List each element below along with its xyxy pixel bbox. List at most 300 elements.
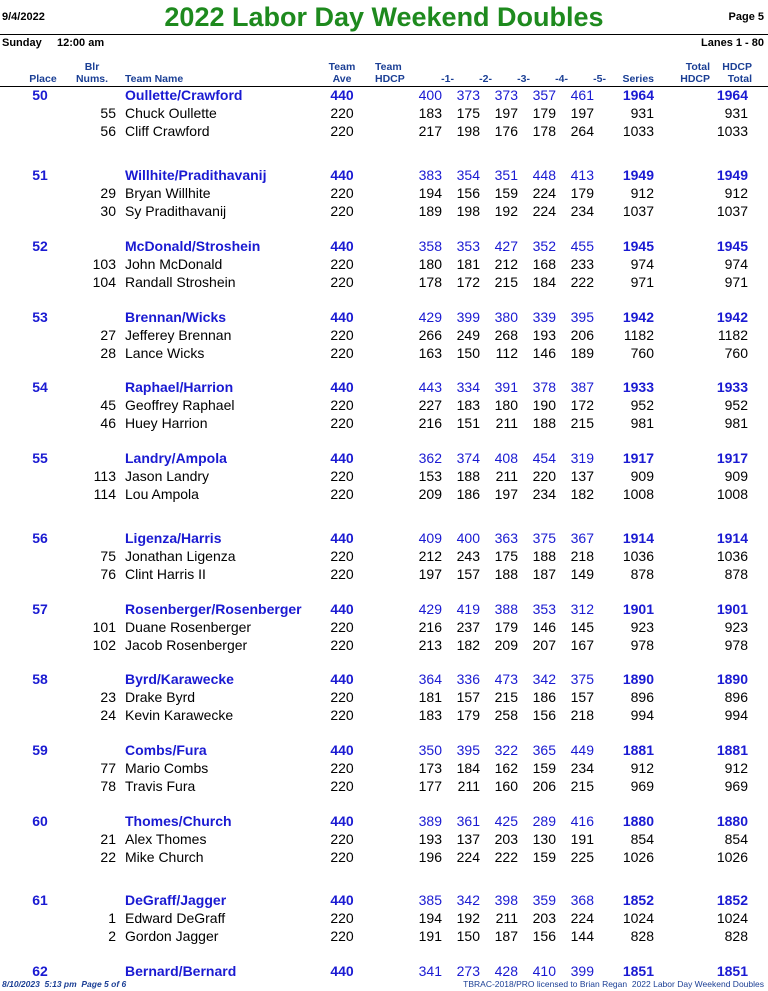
team-game-3: 351 [494, 167, 518, 183]
page-number: Page 5 [728, 11, 764, 23]
bowler-name: Sy Pradithavanij [125, 203, 227, 219]
bowler-game-2: 157 [456, 566, 480, 582]
team-average: 440 [330, 671, 354, 687]
bowler-game-5: 225 [570, 849, 594, 865]
bowler-number: 23 [100, 689, 116, 705]
bowler-number: 21 [100, 831, 116, 847]
bowler-game-2: 150 [456, 345, 480, 361]
team-game-2: 353 [456, 238, 480, 254]
team-name: Bernard/Bernard [125, 963, 237, 979]
bowler-game-1: 183 [418, 105, 442, 121]
team-hdcp-total: 1933 [716, 379, 748, 395]
bowler-game-5: 234 [570, 760, 594, 776]
team-average: 440 [330, 87, 354, 103]
bowler-game-2: 188 [456, 468, 480, 484]
team-series: 1890 [622, 671, 654, 687]
team-game-3: 427 [494, 238, 518, 254]
team-place: 53 [32, 309, 48, 325]
team-game-5: 367 [570, 530, 594, 546]
bowler-number: 75 [100, 548, 116, 564]
col-team-ave-top: Team [328, 61, 356, 73]
bowler-average: 220 [330, 468, 354, 484]
team-game-1: 350 [418, 742, 442, 758]
team-place: 52 [32, 238, 48, 254]
bowler-game-3: 211 [495, 468, 518, 484]
team-game-5: 455 [570, 238, 594, 254]
bowler-number: 77 [100, 760, 116, 776]
bowler-game-2: 183 [456, 397, 480, 413]
bowler-series: 1026 [622, 849, 654, 865]
bowler-number: 30 [100, 203, 116, 219]
bowler-name: Cliff Crawford [125, 123, 210, 139]
team-average: 440 [330, 167, 354, 183]
bowler-game-1: 213 [418, 637, 442, 653]
bowler-game-5: 222 [570, 274, 594, 290]
bowler-name: Lou Ampola [125, 486, 199, 502]
bowler-game-2: 181 [456, 256, 480, 272]
team-hdcp-total: 1881 [716, 742, 748, 758]
bowler-number: 2 [108, 928, 116, 944]
bowler-game-3: 187 [494, 928, 518, 944]
team-name: Willhite/Pradithavanij [125, 167, 267, 183]
footer-license: TBRAC-2018/PRO licensed to Brian Regan 2022 Labor Day Weekend Doubles [463, 979, 764, 989]
bowler-game-2: 184 [456, 760, 480, 776]
bowler-game-1: 153 [418, 468, 442, 484]
team-game-5: 395 [570, 309, 594, 325]
bowler-game-1: 212 [418, 548, 442, 564]
bowler-game-2: 211 [457, 778, 480, 794]
team-game-4: 342 [532, 671, 556, 687]
bowler-series: 854 [630, 831, 654, 847]
bowler-number: 55 [100, 105, 116, 121]
bowler-average: 220 [330, 548, 354, 564]
team-game-2: 273 [456, 963, 480, 979]
bowler-game-2: 224 [456, 849, 480, 865]
team-game-3: 391 [494, 379, 518, 395]
team-game-1: 409 [418, 530, 442, 546]
col-place: Place [29, 73, 57, 85]
bowler-hdcp-total: 909 [724, 468, 748, 484]
bowler-game-1: 194 [418, 910, 442, 926]
team-place: 62 [32, 963, 48, 979]
bowler-name: Mario Combs [125, 760, 209, 776]
bowler-game-5: 145 [570, 619, 594, 635]
team-game-4: 352 [532, 238, 556, 254]
team-game-3: 380 [494, 309, 518, 325]
bowler-hdcp-total: 878 [724, 566, 748, 582]
bowler-name: Jonathan Ligenza [125, 548, 236, 564]
team-series: 1880 [622, 813, 654, 829]
bowler-name: Clint Harris II [125, 566, 206, 582]
bowler-hdcp-total: 1182 [717, 327, 748, 343]
col-game-1: -1- [441, 73, 454, 85]
bowler-game-5: 189 [570, 345, 594, 361]
team-game-3: 425 [494, 813, 518, 829]
bowler-game-5: 167 [570, 637, 594, 653]
bowler-name: Chuck Oullette [125, 105, 217, 121]
team-game-1: 341 [418, 963, 442, 979]
team-place: 59 [32, 742, 48, 758]
team-series: 1945 [622, 238, 654, 254]
bowler-game-2: 179 [456, 707, 480, 723]
bowler-name: Geoffrey Raphael [125, 397, 235, 413]
team-average: 440 [330, 450, 354, 466]
bowler-average: 220 [330, 345, 354, 361]
bowler-game-1: 194 [418, 185, 442, 201]
team-game-1: 429 [418, 309, 442, 325]
bowler-game-2: 175 [456, 105, 480, 121]
bowler-game-1: 216 [418, 415, 442, 431]
team-hdcp-total: 1852 [716, 892, 748, 908]
bowler-hdcp-total: 1026 [716, 849, 748, 865]
col-hdcp-total-bottom: Total [727, 73, 752, 85]
bowler-game-3: 188 [494, 566, 518, 582]
team-game-2: 336 [456, 671, 480, 687]
bowler-game-4: 179 [532, 105, 556, 121]
bowler-series: 952 [630, 397, 654, 413]
bowler-game-3: 176 [494, 123, 518, 139]
bowler-number: 1 [108, 910, 116, 926]
bowler-hdcp-total: 969 [724, 778, 748, 794]
bowler-series: 909 [630, 468, 654, 484]
bowler-average: 220 [330, 760, 354, 776]
team-game-4: 357 [532, 87, 556, 103]
col-blr-top: Blr [84, 61, 100, 73]
bowler-hdcp-total: 896 [724, 689, 748, 705]
team-game-4: 375 [532, 530, 556, 546]
team-place: 60 [32, 813, 48, 829]
bowler-number: 29 [100, 185, 116, 201]
team-series: 1901 [622, 601, 654, 617]
team-game-5: 461 [570, 87, 594, 103]
team-game-5: 387 [570, 379, 594, 395]
team-game-1: 389 [418, 813, 442, 829]
bowler-number: 78 [100, 778, 116, 794]
team-game-3: 408 [494, 450, 518, 466]
bowler-average: 220 [330, 831, 354, 847]
bowler-series: 971 [630, 274, 654, 290]
bowler-game-3: 197 [494, 486, 518, 502]
bowler-game-5: 218 [570, 548, 594, 564]
team-game-4: 448 [532, 167, 556, 183]
team-game-2: 419 [456, 601, 480, 617]
bowler-game-3: 203 [494, 831, 518, 847]
team-game-2: 399 [456, 309, 480, 325]
bowler-series: 981 [630, 415, 654, 431]
bowler-hdcp-total: 828 [724, 928, 748, 944]
team-average: 440 [330, 892, 354, 908]
bowler-game-3: 222 [494, 849, 518, 865]
bowler-hdcp-total: 981 [724, 415, 748, 431]
bowler-average: 220 [330, 849, 354, 865]
bowler-game-1: 217 [418, 123, 442, 139]
team-name: Byrd/Karawecke [125, 671, 234, 687]
bowler-average: 220 [330, 203, 354, 219]
bowler-game-5: 179 [570, 185, 594, 201]
bowler-number: 101 [92, 619, 116, 635]
bowler-game-4: 156 [532, 707, 556, 723]
bowler-name: Duane Rosenberger [125, 619, 252, 635]
bowler-game-4: 220 [532, 468, 556, 484]
bowler-hdcp-total: 952 [724, 397, 748, 413]
bowler-game-3: 212 [494, 256, 518, 272]
team-game-2: 395 [456, 742, 480, 758]
team-game-5: 449 [570, 742, 594, 758]
bowler-number: 104 [92, 274, 116, 290]
bowler-game-1: 189 [418, 203, 442, 219]
team-series: 1949 [622, 167, 654, 183]
bowler-hdcp-total: 974 [724, 256, 748, 272]
team-game-1: 358 [418, 238, 442, 254]
team-hdcp-total: 1945 [716, 238, 748, 254]
team-name: Oullette/Crawford [125, 87, 243, 103]
bowler-game-3: 209 [494, 637, 518, 653]
bowler-game-1: 177 [418, 778, 442, 794]
team-series: 1917 [622, 450, 654, 466]
bowler-game-4: 146 [532, 619, 556, 635]
team-game-5: 312 [570, 601, 594, 617]
team-hdcp-total: 1901 [716, 601, 748, 617]
bowler-game-3: 112 [495, 345, 518, 361]
bowler-game-4: 224 [532, 185, 556, 201]
col-game-2: -2- [479, 73, 492, 85]
team-average: 440 [330, 963, 354, 979]
bowler-hdcp-total: 971 [724, 274, 748, 290]
bowler-name: Jason Landry [125, 468, 210, 484]
bowler-series: 1024 [622, 910, 654, 926]
bowler-number: 24 [100, 707, 116, 723]
bowler-average: 220 [330, 123, 354, 139]
team-game-4: 289 [532, 813, 556, 829]
bowler-game-5: 144 [570, 928, 594, 944]
col-game-5: -5- [593, 73, 606, 85]
bowler-number: 102 [92, 637, 116, 653]
footer-print-date: 8/10/2023 5:13 pm Page 5 of 6 [2, 979, 127, 989]
bowler-game-4: 168 [532, 256, 556, 272]
team-game-1: 362 [418, 450, 442, 466]
bowler-game-3: 258 [494, 707, 518, 723]
bowler-game-1: 266 [418, 327, 442, 343]
bowler-name: Jacob Rosenberger [125, 637, 248, 653]
bowler-average: 220 [330, 910, 354, 926]
team-game-3: 473 [494, 671, 518, 687]
session-day-time: Sunday 12:00 am [2, 37, 105, 49]
bowler-series: 878 [630, 566, 654, 582]
team-average: 440 [330, 601, 354, 617]
bowler-series: 1037 [622, 203, 654, 219]
bowler-name: Jefferey Brennan [125, 327, 232, 343]
bowler-game-3: 268 [494, 327, 518, 343]
team-game-1: 364 [418, 671, 442, 687]
bowler-name: Huey Harrion [125, 415, 208, 431]
lanes-range: Lanes 1 - 80 [701, 37, 764, 49]
team-game-5: 413 [570, 167, 594, 183]
bowler-series: 978 [630, 637, 654, 653]
team-game-3: 322 [494, 742, 518, 758]
bowler-average: 220 [330, 185, 354, 201]
col-team-name: Team Name [125, 73, 184, 85]
team-name: DeGraff/Jagger [125, 892, 227, 908]
team-place: 51 [32, 167, 48, 183]
team-game-2: 361 [456, 813, 480, 829]
bowler-game-2: 137 [456, 831, 480, 847]
report-date: 9/4/2022 [2, 11, 45, 23]
bowler-game-2: 192 [456, 910, 480, 926]
bowler-average: 220 [330, 637, 354, 653]
bowler-game-5: 182 [570, 486, 594, 502]
bowler-game-2: 243 [456, 548, 480, 564]
bowler-game-5: 191 [570, 831, 594, 847]
team-name: McDonald/Stroshein [125, 238, 261, 254]
bowler-series: 760 [630, 345, 654, 361]
team-hdcp-total: 1942 [716, 309, 748, 325]
bowler-name: Gordon Jagger [125, 928, 219, 944]
bowler-game-4: 159 [532, 760, 556, 776]
bowler-average: 220 [330, 619, 354, 635]
bowler-number: 27 [100, 327, 116, 343]
bowler-game-2: 151 [456, 415, 480, 431]
team-average: 440 [330, 813, 354, 829]
team-name: Brennan/Wicks [125, 309, 227, 325]
bowler-game-5: 218 [570, 707, 594, 723]
col-game-4: -4- [555, 73, 568, 85]
col-team-hdcp-top: Team [375, 61, 402, 73]
bowler-series: 994 [630, 707, 654, 723]
team-game-1: 429 [418, 601, 442, 617]
bowler-game-4: 188 [532, 415, 556, 431]
bowler-game-1: 209 [418, 486, 442, 502]
team-series: 1852 [622, 892, 654, 908]
bowler-name: Randall Stroshein [125, 274, 236, 290]
team-hdcp-total: 1851 [716, 963, 748, 979]
col-hdcp-total-top: HDCP [722, 61, 752, 73]
team-game-2: 354 [456, 167, 480, 183]
team-hdcp-total: 1917 [716, 450, 748, 466]
team-average: 440 [330, 530, 354, 546]
team-name: Landry/Ampola [125, 450, 227, 466]
team-game-5: 319 [570, 450, 594, 466]
bowler-game-4: 186 [532, 689, 556, 705]
bowler-game-3: 211 [495, 415, 518, 431]
bowler-game-2: 249 [456, 327, 480, 343]
bowler-number: 56 [100, 123, 116, 139]
bowler-game-4: 203 [532, 910, 556, 926]
team-game-1: 400 [418, 87, 442, 103]
bowler-name: Kevin Karawecke [125, 707, 234, 723]
bowler-game-3: 215 [494, 274, 518, 290]
bowler-name: Edward DeGraff [125, 910, 226, 926]
team-game-3: 428 [494, 963, 518, 979]
team-name: Thomes/Church [125, 813, 232, 829]
team-game-4: 454 [532, 450, 556, 466]
bowler-number: 76 [100, 566, 116, 582]
bowler-game-4: 178 [532, 123, 556, 139]
team-hdcp-total: 1880 [716, 813, 748, 829]
bowler-series: 969 [630, 778, 654, 794]
bowler-game-5: 137 [570, 468, 594, 484]
team-hdcp-total: 1890 [716, 671, 748, 687]
team-game-2: 374 [456, 450, 480, 466]
team-series: 1851 [622, 963, 654, 979]
bowler-average: 220 [330, 566, 354, 582]
bowler-number: 45 [100, 397, 116, 413]
report-title: 2022 Labor Day Weekend Doubles [164, 2, 604, 32]
bowler-game-1: 178 [418, 274, 442, 290]
bowler-game-3: 179 [494, 619, 518, 635]
bowler-number: 22 [100, 849, 116, 865]
team-game-3: 373 [494, 87, 518, 103]
bowler-game-5: 149 [570, 566, 594, 582]
team-name: Rosenberger/Rosenberger [125, 601, 302, 617]
bowler-game-2: 198 [456, 123, 480, 139]
bowler-game-2: 157 [456, 689, 480, 705]
bowler-name: Lance Wicks [125, 345, 205, 361]
bowler-average: 220 [330, 397, 354, 413]
team-place: 58 [32, 671, 48, 687]
team-game-5: 399 [570, 963, 594, 979]
bowler-hdcp-total: 1008 [716, 486, 748, 502]
bowler-game-5: 264 [570, 123, 594, 139]
header-rule [0, 34, 768, 35]
bowler-hdcp-total: 994 [724, 707, 748, 723]
bowler-game-1: 163 [418, 345, 442, 361]
bowler-game-2: 156 [456, 185, 480, 201]
col-team-ave-bottom: Ave [332, 73, 352, 85]
bowler-series: 1008 [622, 486, 654, 502]
bowler-average: 220 [330, 928, 354, 944]
bowler-game-2: 182 [456, 637, 480, 653]
col-team-hdcp-bottom: HDCP [375, 73, 405, 85]
team-hdcp-total: 1914 [716, 530, 748, 546]
col-total-hdcp-bottom: HDCP [680, 73, 710, 85]
bowler-game-5: 172 [570, 397, 594, 413]
bowler-average: 220 [330, 105, 354, 121]
bowler-hdcp-total: 760 [724, 345, 748, 361]
bowler-number: 103 [92, 256, 116, 272]
bowler-game-3: 180 [494, 397, 518, 413]
bowler-game-1: 181 [418, 689, 442, 705]
bowler-game-2: 172 [456, 274, 480, 290]
bowler-hdcp-total: 1036 [716, 548, 748, 564]
bowler-game-4: 206 [532, 778, 556, 794]
team-series: 1914 [622, 530, 654, 546]
bowler-game-3: 175 [494, 548, 518, 564]
bowler-game-1: 191 [418, 928, 442, 944]
team-game-1: 443 [418, 379, 442, 395]
bowler-game-1: 197 [418, 566, 442, 582]
team-series: 1881 [622, 742, 654, 758]
bowler-average: 220 [330, 256, 354, 272]
bowler-game-2: 186 [456, 486, 480, 502]
bowler-series: 896 [630, 689, 654, 705]
bowler-name: John McDonald [125, 256, 223, 272]
bowler-name: Drake Byrd [125, 689, 196, 705]
team-place: 50 [32, 87, 48, 103]
bowler-game-4: 184 [532, 274, 556, 290]
bowler-game-3: 215 [494, 689, 518, 705]
bowler-game-1: 193 [418, 831, 442, 847]
bowler-series: 931 [630, 105, 654, 121]
team-game-3: 398 [494, 892, 518, 908]
bowler-game-4: 130 [532, 831, 556, 847]
bowler-game-4: 159 [532, 849, 556, 865]
col-game-3: -3- [517, 73, 530, 85]
bowler-game-5: 234 [570, 203, 594, 219]
team-series: 1964 [622, 87, 654, 103]
bowler-hdcp-total: 1037 [716, 203, 748, 219]
bowler-game-1: 216 [418, 619, 442, 635]
bowler-game-1: 173 [418, 760, 442, 776]
